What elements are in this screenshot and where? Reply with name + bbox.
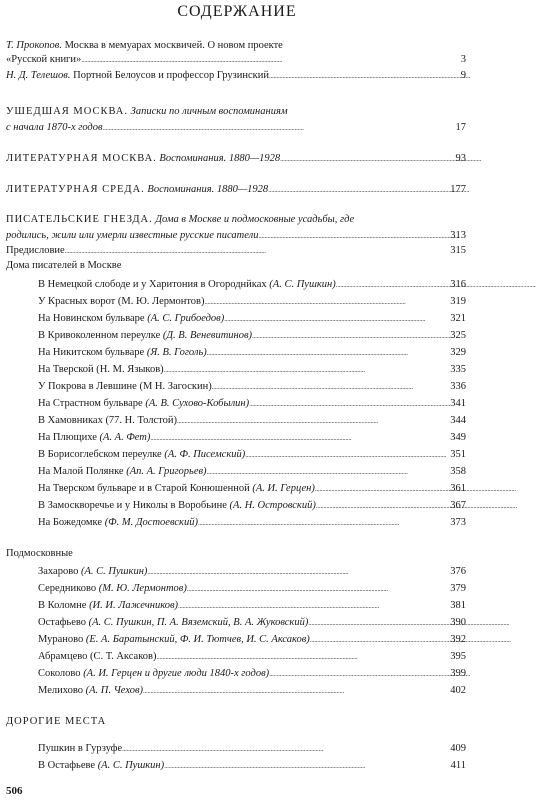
entry-annotation: (А. А. Фет): [96, 432, 151, 443]
page-title: СОДЕРЖАНИЕ: [177, 3, 297, 20]
leader-dots: [205, 295, 451, 309]
toc-heading-podmoskovnye: [6, 547, 466, 561]
toc-entry-teleshov: [6, 69, 466, 83]
entry-row: [38, 346, 466, 360]
page-ref: 379: [450, 583, 466, 594]
entry-row: [38, 397, 466, 411]
entry-text: [38, 499, 316, 513]
leader-dots: [249, 397, 450, 411]
entry-annotation: Н. Д. Телешов.: [6, 70, 71, 81]
entry-row: [38, 759, 466, 773]
entry-row: [38, 312, 466, 326]
entry-row: [38, 616, 466, 630]
entry-text: [38, 346, 207, 360]
entry-title: В Немецкой слободе и у Харитония в Огороднйках: [38, 279, 267, 290]
leader-dots: [207, 465, 451, 479]
entry-row: [6, 183, 466, 197]
entry-annotation: (А. И. Герцен): [249, 483, 315, 494]
entry-annotation: Воспоминания. 1880—1928: [144, 184, 269, 195]
entry-annotation: Записки по личным воспоминаниям: [128, 106, 288, 117]
toc-entry-d13: [38, 482, 466, 496]
entry-title: Портной Белоусов и профессор Грузинский: [70, 70, 269, 81]
entry-title: Пушкин в Гурзуфе: [38, 743, 123, 754]
toc-entry-prokopov-cont: [6, 53, 466, 67]
entry-row: [38, 565, 466, 579]
entry-text: [38, 582, 187, 596]
entry-title: В Кривоколенном переулке: [38, 330, 161, 341]
toc-entry-p7: [38, 667, 466, 681]
toc-entry-p6: [38, 650, 466, 664]
entry-title: На Страстном бульваре: [38, 398, 143, 409]
entry-title: В Хамовниках (77. Н. Толстой): [38, 415, 177, 426]
entry-title: УШЕДШАЯ МОСКВА.: [6, 106, 129, 117]
entry-title: ЛИТЕРАТУРНАЯ МОСКВА.: [6, 153, 157, 164]
entry-text: [38, 431, 150, 445]
entry-title: Подмосковные: [6, 548, 73, 559]
leader-dots: [315, 482, 450, 496]
toc-entry-d10: [38, 431, 466, 445]
entry-text: [38, 684, 143, 698]
entry-annotation: (Е. А. Баратынский, Ф. И. Тютчев, И. С. Аксаков): [83, 634, 310, 645]
entry-row: [38, 295, 466, 309]
toc-entry-predislovie: [6, 244, 466, 258]
toc-entry-d6: [38, 363, 466, 377]
page-ref: 381: [450, 600, 466, 611]
page-ref: 395: [450, 651, 466, 662]
entry-row: [38, 380, 466, 394]
entry-row: [6, 244, 466, 258]
leader-dots: [177, 414, 450, 428]
page-ref: 373: [450, 517, 466, 528]
page-ref: 392: [450, 634, 466, 645]
entry-title: ДОРОГИЕ МЕСТА: [6, 716, 107, 727]
toc-entry-p1: [38, 565, 466, 579]
page-ref: 17: [455, 122, 466, 133]
leader-dots: [245, 448, 450, 462]
leader-dots: [252, 329, 450, 343]
toc-entry-p3: [38, 599, 466, 613]
entry-title: У Красных ворот (М. Ю. Лермонтов): [38, 296, 205, 307]
entry-title: У Покрова в Левшине (М Н. Загоскин): [38, 381, 212, 392]
leader-dots: [212, 380, 451, 394]
entry-text: Предисловие: [6, 245, 65, 256]
entry-text: [38, 599, 178, 613]
entry-text: [6, 152, 280, 166]
entry-text: [38, 565, 147, 579]
page-ref: 93: [455, 153, 466, 164]
toc-entry-ushedshaya: [6, 105, 466, 119]
entry-row: [38, 482, 466, 496]
leader-dots: [310, 633, 450, 647]
leader-dots: [269, 69, 461, 83]
entry-text: [6, 183, 268, 197]
toc-entry-d3: [38, 312, 466, 326]
entry-title: На Малой Полянке: [38, 466, 124, 477]
leader-dots: [143, 684, 450, 698]
page-ref: 336: [450, 381, 466, 392]
entry-annotation: (А. И. Герцен и другие люди 1840-х годов): [80, 668, 270, 679]
toc-entry-d7: [38, 380, 466, 394]
entry-row: [6, 152, 466, 166]
entry-row: [38, 742, 466, 756]
entry-annotation: Дома в Москве и подмосковные усадьбы, где: [152, 214, 355, 225]
toc-entry-d14: [38, 499, 466, 513]
page-ref: 376: [450, 566, 466, 577]
entry-row: [38, 431, 466, 445]
entry-row: [38, 499, 466, 513]
entry-row: [6, 229, 466, 243]
entry-text: [38, 465, 207, 479]
entry-text: [38, 363, 164, 377]
page-ref: 313: [450, 230, 466, 241]
entry-text: [38, 516, 198, 530]
page-ref: 399: [450, 668, 466, 679]
entry-title: В Коломне: [38, 600, 87, 611]
entry-text: [38, 633, 310, 647]
page-ref: 325: [450, 330, 466, 341]
page-ref: 335: [450, 364, 466, 375]
entry-annotation: Т. Прокопов.: [6, 40, 62, 51]
page-ref: 9: [460, 70, 466, 81]
page-ref: 315: [450, 245, 466, 256]
entry-row: [38, 278, 466, 292]
entry-row: [38, 582, 466, 596]
leader-dots: [157, 650, 451, 664]
entry-title: Середниково: [38, 583, 97, 594]
entry-annotation: (А. С. Грибоедов): [144, 313, 225, 324]
entry-title: Москва в мемуарах москвичей. О новом проекте: [61, 40, 283, 51]
leader-dots: [268, 183, 450, 197]
toc-entry-m2: [38, 759, 466, 773]
leader-dots: [150, 431, 450, 445]
toc-entry-d2: [38, 295, 466, 309]
page-number: 506: [6, 785, 23, 797]
entry-row: [38, 363, 466, 377]
page-ref: 321: [450, 313, 466, 324]
entry-row: [38, 667, 466, 681]
toc-entry-d15: [38, 516, 466, 530]
toc-entry-gnezda: [6, 213, 466, 227]
toc-entry-prokopov: [6, 39, 466, 53]
toc-entry-d1: [38, 278, 466, 292]
entry-annotation: (Ап. А. Григорьев): [123, 466, 207, 477]
toc-entry-p2: [38, 582, 466, 596]
entry-row: [38, 650, 466, 664]
leader-dots: [280, 152, 455, 166]
entry-row: [6, 121, 466, 135]
entry-annotation: (А. С. Пушкин, П. А. Вяземский, В. А. Жуковский): [86, 617, 309, 628]
entry-row: [38, 599, 466, 613]
entry-row: [38, 414, 466, 428]
entry-title: ЛИТЕРАТУРНАЯ СРЕДА.: [6, 184, 145, 195]
entry-annotation: (М. Ю. Лермонтов): [96, 583, 187, 594]
entry-row: [38, 465, 466, 479]
page-ref: 367: [450, 500, 466, 511]
toc-entry-d11: [38, 448, 466, 462]
toc-entry-d4: [38, 329, 466, 343]
entry-title: Соколово: [38, 668, 81, 679]
entry-annotation: (Д. В. Веневитинов): [160, 330, 253, 341]
page-ref: 351: [450, 449, 466, 460]
page-ref: 411: [450, 760, 466, 771]
page-ref: 349: [450, 432, 466, 443]
toc-entry-lit-moskva: [6, 152, 466, 166]
leader-dots: [147, 565, 450, 579]
entry-annotation: (А. С. Пушкин): [95, 760, 165, 771]
entry-text: [38, 380, 212, 394]
entry-row: [38, 633, 466, 647]
entry-row: [38, 684, 466, 698]
leader-dots: [103, 121, 456, 135]
toc-entry-d5: [38, 346, 466, 360]
entry-text: [38, 482, 315, 496]
entry-annotation: (И. И. Лажечников): [86, 600, 179, 611]
entry-title: Остафьево: [38, 617, 87, 628]
entry-text: [38, 742, 122, 756]
leader-dots: [81, 53, 461, 67]
toc-heading-dorogie: [6, 715, 466, 729]
entry-title: ПИСАТЕЛЬСКИЕ ГНЕЗДА.: [6, 214, 153, 225]
leader-dots: [198, 516, 450, 530]
entry-title: Дома писателей в Москве: [6, 260, 122, 271]
entry-annotation: (А. П. Чехов): [82, 685, 144, 696]
entry-annotation: (А. С. Пушкин): [78, 566, 148, 577]
toc-entry-p4: [38, 616, 466, 630]
leader-dots: [316, 499, 450, 513]
toc-entry-d12: [38, 465, 466, 479]
leader-dots: [164, 759, 450, 773]
page-ref: 344: [450, 415, 466, 426]
leader-dots: [269, 667, 450, 681]
entry-title: В Остафьеве: [38, 760, 96, 771]
entry-title: На Божедомке: [38, 517, 103, 528]
entry-text: [38, 329, 252, 343]
entry-row: [6, 53, 466, 67]
leader-dots: [164, 363, 451, 377]
page-ref: 341: [450, 398, 466, 409]
entry-text: родились, жили или умерли известные русские писатели: [6, 230, 259, 241]
entry-text: [38, 278, 336, 292]
toc-entry-d8: [38, 397, 466, 411]
leader-dots: [187, 582, 450, 596]
entry-row: [38, 448, 466, 462]
entry-text: «Русской книги»: [6, 54, 82, 65]
entry-annotation: (Я. В. Гоголь): [144, 347, 207, 358]
page-ref: 390: [450, 617, 466, 628]
entry-text: [38, 448, 245, 462]
entry-title: Захарово: [38, 566, 79, 577]
page-ref: 409: [450, 743, 466, 754]
entry-text: [38, 616, 308, 630]
entry-title: На Тверской (Н. М. Языков): [38, 364, 164, 375]
page-ref: 319: [450, 296, 466, 307]
entry-title: На Никитском бульваре: [38, 347, 145, 358]
page-ref: 361: [450, 483, 466, 494]
page-ref: 358: [450, 466, 466, 477]
toc-entry-gnezda-cont: [6, 229, 466, 243]
entry-annotation: (А. В. Сухово-Кобылин): [142, 398, 250, 409]
leader-dots: [65, 244, 451, 258]
leader-dots: [178, 599, 450, 613]
entry-title: В Борисоглебском переулке: [38, 449, 162, 460]
entry-text: [38, 295, 205, 309]
toc-entry-lit-sreda: [6, 183, 466, 197]
toc-entry-d9: [38, 414, 466, 428]
entry-annotation: (А. Н. Островский): [226, 500, 316, 511]
page-ref: 402: [450, 685, 466, 696]
entry-annotation: Воспоминания. 1880—1928: [156, 153, 281, 164]
leader-dots: [258, 229, 450, 243]
entry-annotation: (А. Ф. Писемский): [161, 449, 246, 460]
entry-text: [38, 414, 177, 428]
leader-dots: [224, 312, 450, 326]
leader-dots: [308, 616, 450, 630]
leader-dots: [336, 278, 451, 292]
page-ref: 329: [450, 347, 466, 358]
toc-entry-ushedshaya-cont: [6, 121, 466, 135]
entry-title: В Замоскворечье и у Николы в Воробьине: [38, 500, 227, 511]
page-ref: 316: [450, 279, 466, 290]
leader-dots: [122, 742, 450, 756]
entry-title: Абрамцево (С. Т. Аксаков): [38, 651, 157, 662]
entry-text: с начала 1870-х годов: [6, 122, 103, 133]
entry-title: Мураново: [38, 634, 84, 645]
entry-text: [38, 650, 157, 664]
entry-title: На Плющихе: [38, 432, 97, 443]
entry-row: [38, 329, 466, 343]
page-ref: 3: [460, 54, 466, 65]
entry-text: [38, 759, 164, 773]
leader-dots: [207, 346, 450, 360]
entry-text: [6, 69, 269, 83]
entry-title: На Тверском бульваре и в Старой Конюшенной: [38, 483, 250, 494]
entry-title: На Новинском бульваре: [38, 313, 145, 324]
entry-annotation: (А. С. Пушкин): [266, 279, 336, 290]
toc-entry-p5: [38, 633, 466, 647]
entry-row: [38, 516, 466, 530]
toc-entry-p8: [38, 684, 466, 698]
entry-title: Мелихово: [38, 685, 83, 696]
entry-row: [6, 69, 466, 83]
entry-text: [38, 397, 249, 411]
entry-text: [38, 667, 269, 681]
page-ref: 177: [450, 184, 466, 195]
toc-entry-m1: [38, 742, 466, 756]
toc-heading-doma: [6, 259, 466, 273]
entry-annotation: (Ф. М. Достоевский): [102, 517, 198, 528]
entry-text: [38, 312, 224, 326]
